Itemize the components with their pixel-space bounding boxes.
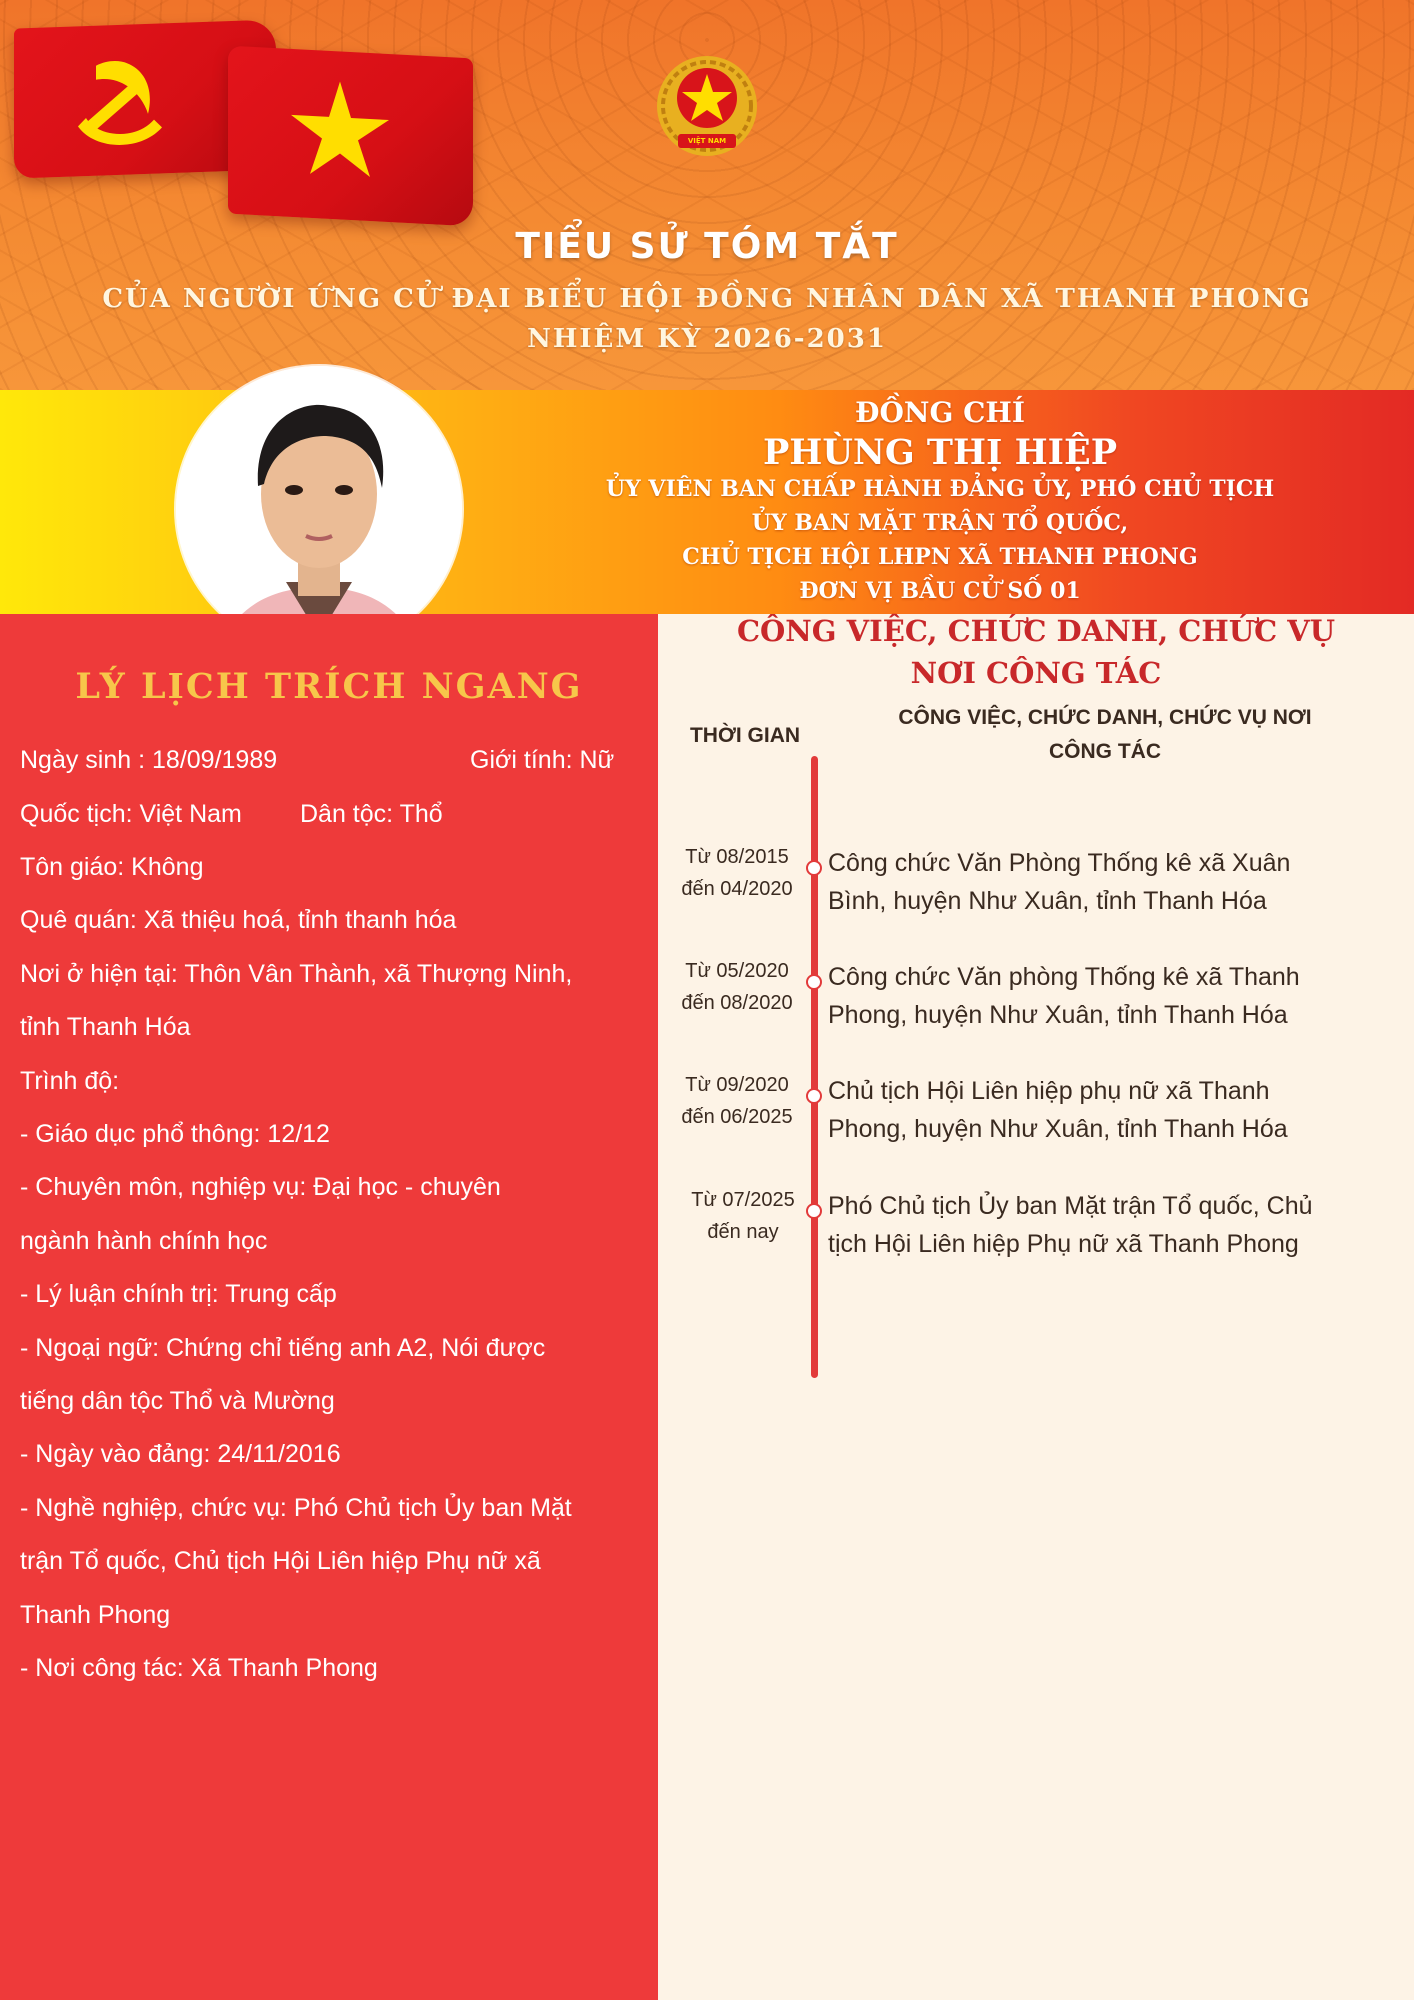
profile-line: Nơi ở hiện tại: Thôn Vân Thành, xã Thượng Ninh, [20,960,573,988]
nationality-field: Quốc tịch: Việt Nam [20,800,242,828]
candidate-honorific: ĐỒNG CHÍ [855,396,1025,429]
timeline-description: Bình, huyện Như Xuân, tỉnh Thanh Hóa [828,887,1267,915]
timeline-description: Chủ tịch Hội Liên hiệp phụ nữ xã Thanh [828,1077,1270,1105]
timeline-description: Phong, huyện Như Xuân, tỉnh Thanh Hóa [828,1001,1288,1029]
profile-line: ngành hành chính học [20,1227,268,1255]
profile-line: trận Tổ quốc, Chủ tịch Hội Liên hiệp Phụ nữ xã [20,1547,541,1575]
career-panel [658,614,1414,2000]
profile-line: - Nghề nghiệp, chức vụ: Phó Chủ tịch Ủy ban Mặt [20,1494,572,1522]
column-header-work-line2: CÔNG TÁC [1049,740,1161,763]
candidate-photo [176,366,462,652]
timeline-date-to: đến nay [707,1221,779,1243]
gender-field: Giới tính: Nữ [470,746,615,774]
profile-line: - Giáo dục phổ thông: 12/12 [20,1120,330,1148]
timeline-description: Công chức Văn Phòng Thống kê xã Xuân [828,849,1291,877]
profile-line: - Chuyên môn, nghiệp vụ: Đại học - chuyên [20,1173,501,1201]
profile-line: - Ngoại ngữ: Chứng chỉ tiếng anh A2, Nói được [20,1334,546,1362]
emblem-text: VIỆT NAM [687,137,727,145]
column-header-work: CÔNG VIỆC, CHỨC DANH, CHỨC VỤ NƠI [898,706,1312,729]
profile-title: LÝ LỊCH TRÍCH NGANG [75,666,583,707]
profile-line: - Ngày vào đảng: 24/11/2016 [20,1440,341,1468]
gold-star-flag-icon [228,46,473,227]
term-label: NHIỆM KỲ 2026-2031 [527,324,887,354]
timeline-line [811,756,818,1378]
timeline-dot-icon [806,860,822,876]
timeline-dot-icon [806,974,822,990]
dob-field: Ngày sinh : 18/09/1989 [20,746,278,774]
timeline-date-to: đến 08/2020 [681,992,793,1014]
career-title-line2: NƠI CÔNG TÁC [910,656,1162,690]
timeline-date-from: Từ 05/2020 [685,960,789,982]
profile-line: tỉnh Thanh Hóa [20,1013,191,1041]
timeline-date-to: đến 04/2020 [681,878,793,900]
profile-line: Tôn giáo: Không [20,853,204,881]
timeline-date-to: đến 06/2025 [681,1106,793,1128]
page-subtitle: CỦA NGƯỜI ỨNG CỬ ĐẠI BIỂU HỘI ĐỒNG NHÂN DÂN XÃ THANH PHONG [102,284,1312,314]
column-header-time: THỜI GIAN [689,724,801,747]
candidate-position-line: ỦY BAN MẶT TRẬN TỔ QUỐC, [751,510,1129,536]
timeline-description: Phong, huyện Như Xuân, tỉnh Thanh Hóa [828,1115,1288,1143]
national-emblem-icon [648,52,766,162]
timeline-date-from: Từ 08/2015 [685,846,789,868]
timeline-description: Công chức Văn phòng Thống kê xã Thanh [828,963,1300,991]
profile-line: - Lý luận chính trị: Trung cấp [20,1280,337,1308]
timeline-description: Phó Chủ tịch Ủy ban Mặt trận Tổ quốc, Chủ [828,1192,1313,1220]
timeline-description: tịch Hội Liên hiệp Phụ nữ xã Thanh Phong [828,1230,1299,1258]
ethnicity-field: Dân tộc: Thổ [300,800,443,828]
profile-line: Thanh Phong [20,1601,171,1629]
profile-line: tiếng dân tộc Thổ và Mường [20,1387,335,1415]
profile-line: - Nơi công tác: Xã Thanh Phong [20,1654,378,1682]
candidate-position-line: CHỦ TỊCH HỘI LHPN XÃ THANH PHONG [682,544,1198,570]
profile-line: Trình độ: [20,1067,120,1095]
timeline-date-from: Từ 07/2025 [691,1189,795,1211]
timeline-date-from: Từ 09/2020 [685,1074,789,1096]
candidate-name: PHÙNG THỊ HIỆP [762,432,1118,473]
page-title: TIỂU SỬ TÓM TẮT [515,226,899,267]
career-title: CÔNG VIỆC, CHỨC DANH, CHỨC VỤ [736,614,1336,648]
timeline-dot-icon [806,1088,822,1104]
profile-line: Quê quán: Xã thiệu hoá, tỉnh thanh hóa [20,906,457,934]
candidate-position-line: ỦY VIÊN BAN CHẤP HÀNH ĐẢNG ỦY, PHÓ CHỦ TỊCH [605,476,1275,502]
electoral-unit: ĐƠN VỊ BẦU CỬ SỐ 01 [799,578,1081,604]
timeline-dot-icon [806,1203,822,1219]
